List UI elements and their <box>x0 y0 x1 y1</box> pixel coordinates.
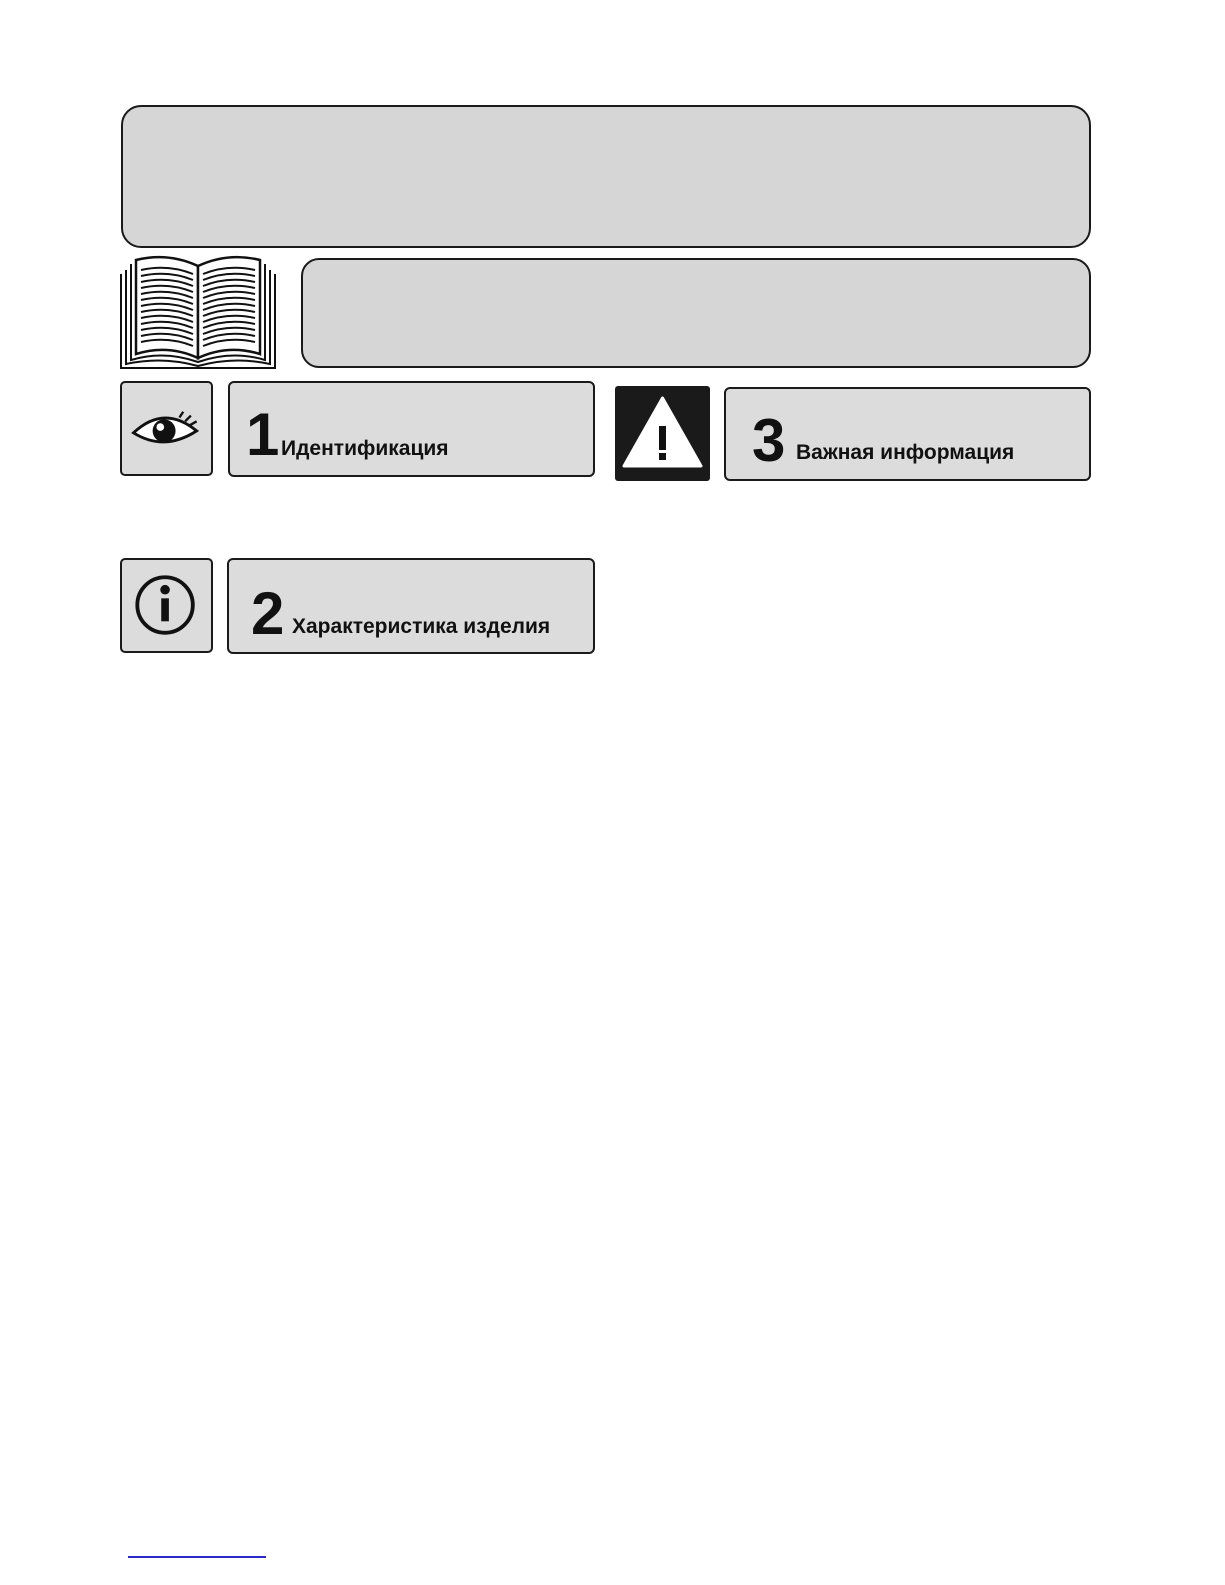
section-number: 3 <box>752 407 786 474</box>
section-number: 1 <box>246 401 280 468</box>
info-icon <box>122 560 211 651</box>
top-banner <box>121 105 1091 248</box>
section-3-heading <box>724 387 1091 481</box>
footer-rule <box>128 1556 266 1558</box>
eye-icon <box>122 383 211 474</box>
info-icon-box <box>120 558 213 653</box>
section-number: 2 <box>251 580 285 647</box>
section-2-heading <box>227 558 595 654</box>
section-title: Важная информация <box>796 441 1015 464</box>
warning-icon <box>615 386 710 481</box>
sub-banner <box>301 258 1091 368</box>
open-book-icon <box>118 254 278 372</box>
warning-icon-box <box>615 386 710 481</box>
eye-icon-box <box>120 381 213 476</box>
section-1-heading <box>228 381 595 477</box>
section-title: Идентификация <box>281 437 449 460</box>
section-title: Характеристика изделия <box>292 615 551 638</box>
